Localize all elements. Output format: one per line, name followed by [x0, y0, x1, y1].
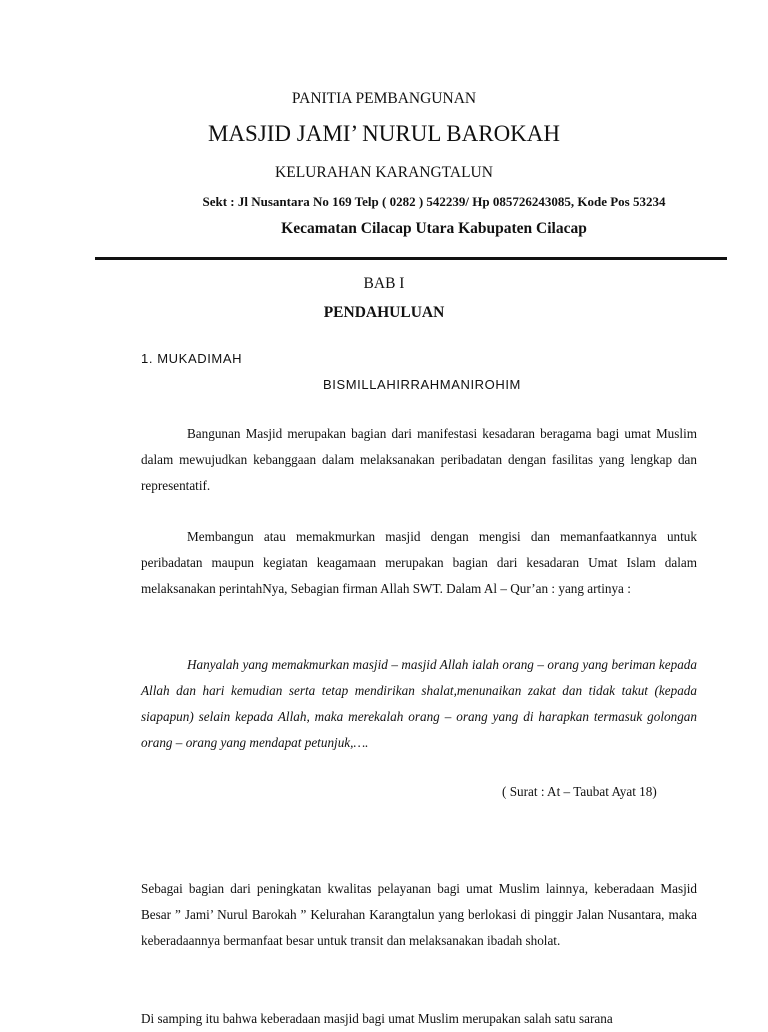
- paragraph-2: Membangun atau memakmurkan masjid dengan mengisi dan memanfaatkannya untuk peribadatan maupun kegiatan keagamaan merupakan bagian dari kesadaran Umat Islam dalam melaksanakan perintahNya, Sebagian firman Allah SWT. Dalam Al – Qur’an : yang artinya :: [141, 529, 697, 596]
- paragraph-5: Di samping itu bahwa keberadaan masjid bagi umat Muslim merupakan salah satu sarana: [141, 1011, 613, 1026]
- chapter-number: BAB I: [363, 275, 405, 292]
- header-address: Sekt : Jl Nusantara No 169 Telp ( 0282 ) 542239/ Hp 085726243085, Kode Pos 53234: [202, 194, 666, 209]
- header-committee: PANITIA PEMBANGUNAN: [291, 90, 477, 107]
- header-kelurahan: KELURAHAN KARANGTALUN: [275, 164, 493, 181]
- header-district: Kecamatan Cilacap Utara Kabupaten Cilacap: [281, 220, 587, 237]
- header-mosque-name: MASJID JAMI’ NURUL BAROKAH: [207, 121, 561, 146]
- quote-citation: ( Surat : At – Taubat Ayat 18): [502, 784, 657, 799]
- header-divider: [95, 257, 727, 260]
- quran-quote: Hanyalah yang memakmurkan masjid – masjid Allah ialah orang – orang yang beriman kepada Allah dan hari kemudian serta tetap mendirikan shalat,menunaikan zakat dan tidak takut (kepada siapapun) selain kepada Allah, maka merekalah orang – orang yang di harapkan termasuk golongan orang – orang yang mendapat petunjuk,….: [141, 657, 697, 750]
- section-heading: 1. MUKADIMAH: [141, 351, 243, 366]
- basmalah: BISMILLAHIRRAHMANIROHIM: [323, 377, 521, 392]
- paragraph-1: Bangunan Masjid merupakan bagian dari manifestasi kesadaran beragama bagi umat Muslim dalam mewujudkan kebanggaan dalam melaksanakan peribadatan dengan fasilitas yang lengkap dan representatif.: [141, 426, 697, 493]
- chapter-title: PENDAHULUAN: [323, 304, 445, 321]
- paragraph-4: Sebagai bagian dari peningkatan kwalitas pelayanan bagi umat Muslim lainnya, keberadaan Masjid Besar ” Jami’ Nurul Barokah ” Kelurahan Karangtalun yang berlokasi di pinggir Jalan Nusantara, maka keberadaannya bermanfaat besar untuk transit dan melaksanakan ibadah sholat.: [141, 881, 697, 948]
